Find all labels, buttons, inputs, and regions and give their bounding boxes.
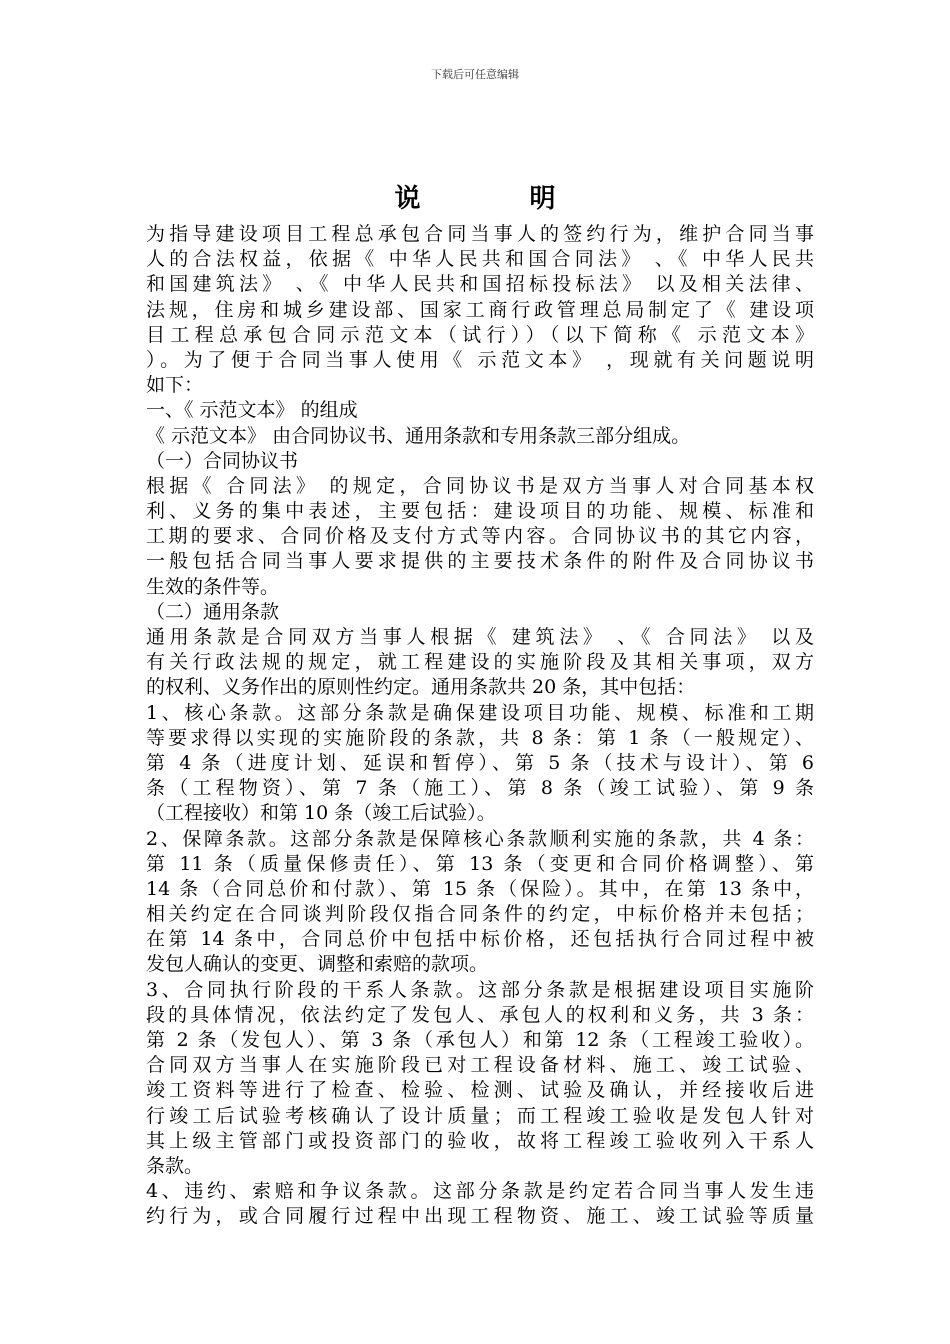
body-line: 一、《 示范文本》 的组成	[146, 399, 358, 422]
body-line: 如下：	[146, 374, 204, 397]
body-line: 合同双方当事人在实施阶段已对工程设备材料、施工、竣工试验、	[146, 1054, 814, 1077]
header-note: 下载后可任意编辑	[431, 68, 519, 81]
body-line: （工程接收）和第 10 条（竣工后试验）。	[146, 802, 496, 825]
body-line: 有关行政法规的规定，就工程建设的实施阶段及其相关事项，双方	[146, 651, 814, 674]
body-line: 竣工资料等进行了检查、检验、检测、试验及确认，并经接收后进	[146, 1079, 814, 1102]
body-line: 2、保障条款。这部分条款是保障核心条款顺利实施的条款，共 4 条：	[146, 827, 814, 850]
body-line: 在第 14 条中，合同总价中包括中标价格，还包括执行合同过程中被	[146, 928, 814, 951]
body-text	[146, 222, 814, 1230]
body-line: 生效的条件等。	[146, 575, 280, 598]
body-line: 通用条款是合同双方当事人根据《 建筑法》 、《 合同法》 以及	[146, 626, 814, 648]
body-line: （二）通用条款	[146, 600, 280, 623]
body-line: 的权利、义务作出的原则性约定。通用条款共 20 条，其中包括：	[146, 676, 696, 699]
body-line: 约行为，或合同履行过程中出现工程物资、施工、竣工试验等质量	[146, 1205, 814, 1228]
body-line: 《 示范文本》 由合同协议书、通用条款和专用条款三部分组成。	[146, 424, 691, 447]
body-line: 4、违约、索赔和争议条款。这部分条款是约定若合同当事人发生违	[146, 1180, 814, 1203]
body-line: 第 4 条（进度计划、延误和暂停）、第 5 条（技术与设计）、第 6	[146, 751, 814, 774]
body-line: 相关约定在合同谈判阶段仅指合同条件的约定，中标价格并未包括；	[146, 903, 814, 926]
body-line: 目工程总承包合同示范文本（试行））（以下简称《 示范文本》	[146, 323, 814, 346]
body-line: 条（工程物资）、第 7 条（施工）、第 8 条（竣工试验）、第 9 条	[146, 777, 814, 800]
body-line: 法规，住房和城乡建设部、国家工商行政管理总局制定了《 建设项	[146, 298, 814, 321]
body-line: 等要求得以实现的实施阶段的条款，共 8 条：第 1 条（一般规定）、	[146, 726, 814, 749]
body-line: 第 2 条（发包人）、第 3 条（承包人）和第 12 条（工程竣工验收）。	[146, 1029, 814, 1051]
body-line: 其上级主管部门或投资部门的验收，故将工程竣工验收列入干系人	[146, 1129, 814, 1152]
body-line: 发包人确认的变更、调整和索赔的款项。	[146, 953, 489, 976]
body-line: （一）合同协议书	[146, 449, 299, 472]
body-line: 一般包括合同当事人要求提供的主要技术条件的附件及合同协议书	[146, 550, 814, 573]
body-line: 为指导建设项目工程总承包合同当事人的签约行为，维护合同当事	[146, 223, 814, 245]
body-line: 和国建筑法》 、《 中华人民共和国招标投标法》 以及相关法律、	[146, 273, 814, 296]
body-line: ）。为了便于合同当事人使用《 示范文本》 ，现就有关问题说明	[146, 348, 814, 371]
body-line: 3、合同执行阶段的干系人条款。这部分条款是根据建设项目实施阶	[146, 978, 814, 1001]
body-line: 1、核心条款。这部分条款是确保建设项目功能、规模、标准和工期	[146, 701, 814, 724]
body-line: 条款。	[146, 1154, 204, 1177]
page-title: 说 明	[394, 184, 606, 214]
body-line: 根据《 合同法》 的规定，合同协议书是双方当事人对合同基本权	[146, 474, 814, 497]
body-line: 14 条（合同总价和付款）、第 15 条（保险）。其中，在第 13 条中，	[146, 877, 814, 900]
body-line: 人的合法权益，依据《 中华人民共和国合同法》 、《 中华人民共	[146, 248, 814, 271]
body-line: 工期的要求、合同价格及支付方式等内容。合同协议书的其它内容，	[146, 525, 814, 548]
body-line: 第 11 条（质量保修责任）、第 13 条（变更和合同价格调整）、第	[146, 852, 814, 875]
body-line: 段的具体情况，依法约定了发包人、承包人的权利和义务，共 3 条：	[146, 1003, 814, 1026]
body-line: 利、义务的集中表述，主要包括：建设项目的功能、规模、标准和	[146, 500, 814, 523]
body-line: 行竣工后试验考核确认了设计质量；而工程竣工验收是发包人针对	[146, 1104, 814, 1127]
